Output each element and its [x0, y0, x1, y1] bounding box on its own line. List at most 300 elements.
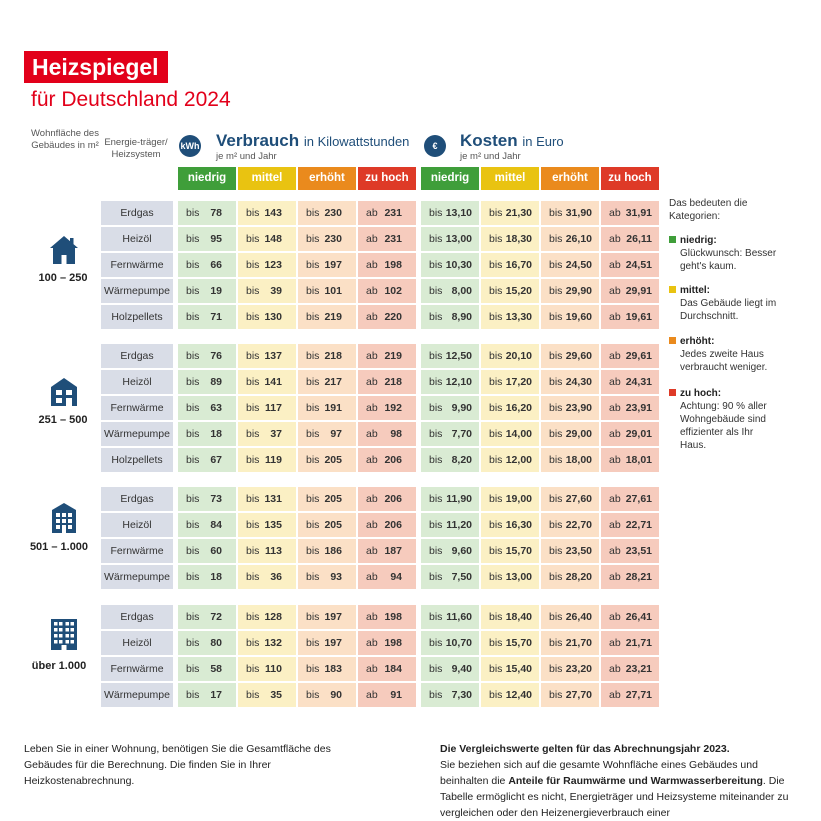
- cell-prefix: bis: [246, 311, 260, 323]
- consumption-cell-niedrig: [178, 657, 236, 681]
- cell-value: 206: [384, 493, 402, 505]
- cell-prefix: ab: [609, 493, 621, 505]
- legend-text: Jedes zweite Haus verbraucht weniger.: [680, 349, 768, 373]
- consumption-cell-mittel: [238, 657, 296, 681]
- system-label: Erdgas: [101, 201, 173, 225]
- system-label: Wärmepumpe: [101, 279, 173, 303]
- cell-value: 73: [210, 493, 222, 505]
- cost-cell-erhoeht: [541, 565, 599, 589]
- cell-value: 11,60: [446, 611, 472, 623]
- cell-value: 36: [270, 571, 282, 583]
- cell-prefix: bis: [246, 207, 260, 219]
- cost-cell-erhoeht: [541, 370, 599, 394]
- cell-value: 67: [210, 454, 222, 466]
- cost-cell-zu-hoch: [601, 344, 659, 368]
- cell-prefix: bis: [186, 663, 200, 675]
- footer-heading: Die Vergleichswerte gelten für das Abrechnungsjahr 2023.: [440, 743, 730, 755]
- cell-value: 29,61: [625, 350, 652, 362]
- system-column-header: Energie-träger/ Heizsystem: [104, 137, 168, 160]
- consumption-cell-mittel: [238, 344, 296, 368]
- cell-prefix: bis: [246, 519, 260, 531]
- cost-cell-erhoeht: [541, 539, 599, 563]
- category-header-erhoeht: erhöht: [541, 167, 599, 190]
- cell-prefix: ab: [366, 285, 378, 297]
- cell-value: 24,50: [565, 259, 592, 271]
- cost-cell-erhoeht: [541, 631, 599, 655]
- cell-prefix: bis: [429, 611, 443, 623]
- cell-value: 94: [390, 571, 402, 583]
- cell-value: 101: [324, 285, 342, 297]
- cell-value: 39: [270, 285, 282, 297]
- cell-prefix: bis: [489, 376, 503, 388]
- cost-cell-mittel: [481, 201, 539, 225]
- cell-prefix: bis: [186, 637, 200, 649]
- cell-prefix: bis: [429, 402, 443, 414]
- cell-value: 28,20: [565, 571, 592, 583]
- cost-cell-mittel: [481, 396, 539, 420]
- cell-value: 141: [264, 376, 282, 388]
- cell-prefix: bis: [489, 311, 503, 323]
- cell-value: 123: [264, 259, 282, 271]
- cost-cell-mittel: [481, 683, 539, 707]
- cell-prefix: bis: [549, 350, 563, 362]
- cell-value: 17: [210, 689, 222, 701]
- cell-prefix: bis: [489, 259, 503, 271]
- cell-prefix: ab: [366, 311, 378, 323]
- consumption-cell-mittel: [238, 539, 296, 563]
- cost-cell-niedrig: [421, 396, 479, 420]
- cost-cell-zu-hoch: [601, 605, 659, 629]
- cell-prefix: bis: [246, 428, 260, 440]
- cell-value: 205: [324, 454, 342, 466]
- cost-cell-niedrig: [421, 513, 479, 537]
- consumption-cell-mittel: [238, 396, 296, 420]
- consumption-cell-erhoeht: [298, 539, 356, 563]
- cell-prefix: bis: [306, 376, 320, 388]
- cell-prefix: bis: [306, 207, 320, 219]
- system-label: Erdgas: [101, 344, 173, 368]
- cell-prefix: bis: [489, 611, 503, 623]
- consumption-cell-mittel: [238, 631, 296, 655]
- consumption-cell-mittel: [238, 487, 296, 511]
- cell-prefix: bis: [186, 285, 200, 297]
- cell-value: 24,30: [565, 376, 592, 388]
- page-subtitle: für Deutschland 2024: [31, 88, 231, 111]
- cell-prefix: bis: [246, 571, 260, 583]
- cell-prefix: ab: [366, 611, 378, 623]
- group-label-ueber-1000: über 1.000: [31, 660, 87, 672]
- consumption-cell-niedrig: [178, 448, 236, 472]
- cell-prefix: ab: [609, 376, 621, 388]
- cell-value: 148: [264, 233, 282, 245]
- consumption-cell-erhoeht: [298, 305, 356, 329]
- consumption-cell-niedrig: [178, 631, 236, 655]
- cell-prefix: bis: [306, 428, 320, 440]
- cell-value: 91: [390, 689, 402, 701]
- cell-value: 206: [384, 519, 402, 531]
- consumption-cell-zu-hoch: [358, 422, 416, 446]
- system-label: Wärmepumpe: [101, 683, 173, 707]
- cell-prefix: bis: [549, 663, 563, 675]
- cell-prefix: ab: [366, 663, 378, 675]
- cell-prefix: bis: [246, 611, 260, 623]
- cell-value: 97: [330, 428, 342, 440]
- cell-value: 18: [210, 428, 222, 440]
- cell-value: 35: [270, 689, 282, 701]
- cell-prefix: bis: [489, 428, 503, 440]
- cost-cell-zu-hoch: [601, 201, 659, 225]
- consumption-cell-mittel: [238, 683, 296, 707]
- cell-prefix: bis: [549, 545, 563, 557]
- consumption-cell-mittel: [238, 448, 296, 472]
- cost-cell-mittel: [481, 253, 539, 277]
- cell-value: 76: [210, 350, 222, 362]
- cell-value: 8,90: [451, 311, 472, 323]
- category-header-zu-hoch: zu hoch: [358, 167, 416, 190]
- cell-value: 26,10: [565, 233, 592, 245]
- cell-value: 198: [384, 259, 402, 271]
- cell-value: 130: [264, 311, 282, 323]
- cell-prefix: bis: [306, 285, 320, 297]
- cell-value: 7,30: [451, 689, 472, 701]
- cell-prefix: bis: [549, 637, 563, 649]
- cell-value: 230: [324, 207, 342, 219]
- cell-prefix: bis: [246, 637, 260, 649]
- cost-cell-zu-hoch: [601, 631, 659, 655]
- consumption-cell-zu-hoch: [358, 201, 416, 225]
- cost-title: Kosten: [460, 131, 518, 150]
- cell-value: 29,00: [565, 428, 592, 440]
- cell-value: 21,70: [565, 637, 592, 649]
- cell-value: 23,51: [625, 545, 652, 557]
- system-label: Fernwärme: [101, 396, 173, 420]
- cell-prefix: ab: [609, 285, 621, 297]
- cell-prefix: bis: [429, 233, 443, 245]
- cell-value: 119: [265, 454, 282, 466]
- consumption-cell-mittel: [238, 565, 296, 589]
- cell-value: 15,20: [505, 285, 532, 297]
- cell-prefix: bis: [246, 376, 260, 388]
- cell-value: 9,40: [451, 663, 472, 675]
- cell-prefix: bis: [306, 637, 320, 649]
- consumption-cell-zu-hoch: [358, 305, 416, 329]
- consumption-cell-niedrig: [178, 253, 236, 277]
- cell-prefix: bis: [489, 402, 503, 414]
- consumption-cell-zu-hoch: [358, 565, 416, 589]
- cell-prefix: bis: [429, 519, 443, 531]
- cost-cell-niedrig: [421, 539, 479, 563]
- cell-prefix: ab: [609, 545, 621, 557]
- consumption-cell-zu-hoch: [358, 657, 416, 681]
- cell-prefix: ab: [366, 493, 378, 505]
- cell-prefix: bis: [489, 350, 503, 362]
- cell-prefix: bis: [429, 259, 443, 271]
- consumption-cell-zu-hoch: [358, 396, 416, 420]
- cell-value: 128: [264, 611, 282, 623]
- cell-prefix: bis: [306, 611, 320, 623]
- cell-prefix: bis: [429, 428, 443, 440]
- cell-value: 131: [264, 493, 282, 505]
- cell-prefix: bis: [246, 402, 260, 414]
- cell-prefix: bis: [306, 663, 320, 675]
- cell-prefix: bis: [306, 233, 320, 245]
- cell-prefix: ab: [366, 207, 378, 219]
- cell-value: 205: [324, 519, 342, 531]
- system-label: Wärmepumpe: [101, 422, 173, 446]
- system-label: Heizöl: [101, 370, 173, 394]
- cell-prefix: ab: [366, 519, 378, 531]
- kwh-icon: kWh: [179, 135, 201, 157]
- consumption-cell-erhoeht: [298, 370, 356, 394]
- category-header-zu-hoch: zu hoch: [601, 167, 659, 190]
- cell-value: 143: [264, 207, 282, 219]
- cost-cell-zu-hoch: [601, 487, 659, 511]
- cell-prefix: bis: [489, 493, 503, 505]
- consumption-cell-niedrig: [178, 487, 236, 511]
- cell-prefix: bis: [246, 493, 260, 505]
- cell-value: 231: [384, 207, 402, 219]
- cell-value: 28,21: [625, 571, 652, 583]
- cost-cell-niedrig: [421, 422, 479, 446]
- cost-cell-erhoeht: [541, 279, 599, 303]
- consumption-header: [216, 131, 409, 152]
- cost-subheader: je m² und Jahr: [460, 151, 521, 162]
- cost-cell-zu-hoch: [601, 539, 659, 563]
- cell-prefix: bis: [489, 233, 503, 245]
- cell-value: 219: [324, 311, 342, 323]
- cell-value: 16,70: [505, 259, 532, 271]
- cell-prefix: bis: [429, 493, 443, 505]
- cell-prefix: bis: [549, 285, 563, 297]
- consumption-cell-niedrig: [178, 683, 236, 707]
- cost-cell-erhoeht: [541, 422, 599, 446]
- category-header-niedrig: niedrig: [421, 167, 479, 190]
- cell-value: 72: [210, 611, 222, 623]
- legend-item-zu-hoch: [669, 387, 779, 452]
- cell-value: 16,30: [505, 519, 532, 531]
- cost-cell-erhoeht: [541, 201, 599, 225]
- cell-value: 13,00: [505, 571, 532, 583]
- cell-prefix: bis: [429, 689, 443, 701]
- consumption-cell-erhoeht: [298, 253, 356, 277]
- cell-value: 12,10: [445, 376, 472, 388]
- system-label: Wärmepumpe: [101, 565, 173, 589]
- cost-cell-niedrig: [421, 657, 479, 681]
- cost-cell-zu-hoch: [601, 396, 659, 420]
- cell-prefix: bis: [549, 402, 563, 414]
- cell-value: 22,70: [565, 519, 592, 531]
- cell-prefix: bis: [186, 311, 200, 323]
- cell-value: 14,00: [505, 428, 532, 440]
- cell-prefix: bis: [549, 454, 563, 466]
- cell-value: 63: [210, 402, 222, 414]
- cell-value: 137: [264, 350, 282, 362]
- cell-value: 9,60: [451, 545, 472, 557]
- cell-value: 58: [210, 663, 222, 675]
- cost-cell-mittel: [481, 227, 539, 251]
- cell-prefix: bis: [306, 259, 320, 271]
- consumption-cell-niedrig: [178, 565, 236, 589]
- cell-value: 80: [210, 637, 222, 649]
- category-header-mittel: mittel: [481, 167, 539, 190]
- consumption-cell-mittel: [238, 513, 296, 537]
- cell-value: 23,20: [565, 663, 592, 675]
- cell-value: 184: [384, 663, 402, 675]
- euro-icon: €: [424, 135, 446, 157]
- cell-prefix: ab: [609, 207, 621, 219]
- cost-cell-erhoeht: [541, 253, 599, 277]
- cell-value: 20,10: [505, 350, 532, 362]
- cell-prefix: bis: [306, 519, 320, 531]
- legend-label: zu hoch:: [680, 388, 722, 399]
- consumption-cell-niedrig: [178, 370, 236, 394]
- consumption-cell-niedrig: [178, 396, 236, 420]
- cell-prefix: bis: [429, 350, 443, 362]
- cell-prefix: bis: [186, 689, 200, 701]
- cell-prefix: ab: [609, 402, 621, 414]
- cell-prefix: bis: [186, 233, 200, 245]
- cell-prefix: ab: [366, 350, 378, 362]
- cell-prefix: bis: [429, 545, 443, 557]
- cell-value: 198: [384, 611, 402, 623]
- consumption-cell-zu-hoch: [358, 513, 416, 537]
- cell-value: 27,60: [565, 493, 592, 505]
- cost-header: [460, 131, 564, 152]
- cost-cell-zu-hoch: [601, 513, 659, 537]
- cell-prefix: ab: [366, 637, 378, 649]
- cost-cell-zu-hoch: [601, 253, 659, 277]
- cost-cell-niedrig: [421, 279, 479, 303]
- cell-prefix: bis: [549, 571, 563, 583]
- cell-prefix: ab: [609, 519, 621, 531]
- cell-prefix: bis: [306, 493, 320, 505]
- consumption-cell-erhoeht: [298, 279, 356, 303]
- cell-value: 27,71: [625, 689, 652, 701]
- category-header-mittel: mittel: [238, 167, 296, 190]
- cell-value: 18: [210, 571, 222, 583]
- cell-value: 21,30: [505, 207, 532, 219]
- footer-text: . Die Tabelle ermöglicht es nicht, Energieträger und Heizsysteme miteinander zu vergleichen oder den Heizenergieverbrauch einer: [440, 775, 789, 819]
- group-label-100-250: 100 – 250: [38, 272, 88, 284]
- consumption-cell-zu-hoch: [358, 227, 416, 251]
- cell-prefix: bis: [429, 207, 443, 219]
- group-label-501-1000: 501 – 1.000: [29, 541, 89, 553]
- consumption-cell-mittel: [238, 370, 296, 394]
- cell-value: 197: [324, 637, 342, 649]
- cell-value: 10,30: [445, 259, 472, 271]
- cell-prefix: bis: [489, 519, 503, 531]
- consumption-cell-erhoeht: [298, 513, 356, 537]
- cell-prefix: bis: [549, 611, 563, 623]
- consumption-cell-mittel: [238, 279, 296, 303]
- cell-prefix: ab: [366, 233, 378, 245]
- cell-value: 18,30: [505, 233, 532, 245]
- cell-prefix: bis: [186, 545, 200, 557]
- cell-value: 37: [270, 428, 282, 440]
- system-label: Erdgas: [101, 487, 173, 511]
- cost-unit: in Euro: [522, 134, 564, 149]
- cell-value: 31,90: [565, 207, 592, 219]
- orange-square-icon: [669, 337, 676, 344]
- cell-value: 10,70: [445, 637, 472, 649]
- cost-cell-erhoeht: [541, 487, 599, 511]
- cell-prefix: bis: [306, 571, 320, 583]
- system-label: Holzpellets: [101, 448, 173, 472]
- system-label: Fernwärme: [101, 657, 173, 681]
- cell-prefix: ab: [609, 571, 621, 583]
- cell-prefix: bis: [429, 663, 443, 675]
- cost-cell-mittel: [481, 657, 539, 681]
- cell-value: 15,40: [505, 663, 532, 675]
- cell-value: 230: [324, 233, 342, 245]
- cell-value: 95: [210, 233, 222, 245]
- red-square-icon: [669, 389, 676, 396]
- cost-cell-zu-hoch: [601, 683, 659, 707]
- cell-prefix: bis: [429, 637, 443, 649]
- consumption-cell-erhoeht: [298, 227, 356, 251]
- system-label: Erdgas: [101, 605, 173, 629]
- consumption-cell-niedrig: [178, 279, 236, 303]
- cost-cell-erhoeht: [541, 605, 599, 629]
- cell-value: 84: [210, 519, 222, 531]
- cell-prefix: ab: [609, 350, 621, 362]
- cell-prefix: bis: [489, 285, 503, 297]
- cell-prefix: ab: [609, 689, 621, 701]
- cost-cell-zu-hoch: [601, 370, 659, 394]
- cell-value: 27,61: [625, 493, 652, 505]
- cell-prefix: ab: [366, 571, 378, 583]
- cell-value: 23,90: [565, 402, 592, 414]
- cell-value: 31,91: [625, 207, 652, 219]
- cell-value: 19: [210, 285, 222, 297]
- system-label: Fernwärme: [101, 539, 173, 563]
- cell-prefix: bis: [306, 545, 320, 557]
- cell-prefix: bis: [549, 233, 563, 245]
- legend-label: mittel:: [680, 285, 710, 296]
- cell-value: 198: [384, 637, 402, 649]
- cell-value: 218: [384, 376, 402, 388]
- consumption-cell-erhoeht: [298, 487, 356, 511]
- cell-value: 12,40: [505, 689, 532, 701]
- consumption-cell-niedrig: [178, 344, 236, 368]
- cost-cell-erhoeht: [541, 683, 599, 707]
- cell-value: 187: [384, 545, 402, 557]
- cost-cell-zu-hoch: [601, 279, 659, 303]
- cell-prefix: bis: [549, 376, 563, 388]
- cost-cell-mittel: [481, 422, 539, 446]
- cell-prefix: ab: [609, 428, 621, 440]
- consumption-cell-mittel: [238, 305, 296, 329]
- cell-prefix: bis: [246, 350, 260, 362]
- cell-value: 231: [384, 233, 402, 245]
- cell-value: 113: [265, 545, 282, 557]
- cell-prefix: bis: [489, 454, 503, 466]
- cell-value: 135: [264, 519, 282, 531]
- cell-value: 29,90: [565, 285, 592, 297]
- cost-cell-niedrig: [421, 448, 479, 472]
- footer-note-right: [440, 741, 800, 821]
- cell-value: 66: [210, 259, 222, 271]
- cell-prefix: bis: [549, 689, 563, 701]
- cell-value: 102: [384, 285, 402, 297]
- cell-value: 17,20: [505, 376, 532, 388]
- cell-prefix: bis: [306, 311, 320, 323]
- legend-label: erhöht:: [680, 336, 715, 347]
- cell-prefix: bis: [489, 545, 503, 557]
- cell-prefix: bis: [429, 285, 443, 297]
- cell-prefix: ab: [366, 689, 378, 701]
- cost-cell-niedrig: [421, 565, 479, 589]
